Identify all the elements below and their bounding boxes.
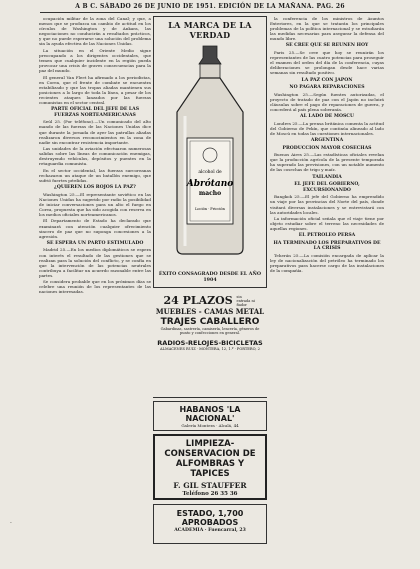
article-headline: EL JEFE DEL GOBIERNO, EXCURSIONANDO: [294, 182, 360, 193]
article-paragraph: Madrid 25.—En los medios diplomáticos se espera con interés el resultado de las gestiones que se realizan para la solución del conflicto, y se confía en que la intervención de las potencias neutrales contribuya a facilitar un acuerdo razonable entre las partes.: [39, 247, 151, 278]
cleaning-ad: [153, 434, 267, 500]
article-headline: ARGENTINA: [310, 137, 344, 143]
right-column: [270, 16, 384, 556]
cleaning-ad-name: F. GIL STAUFFER: [173, 481, 247, 490]
article-headline: HA TERMINADO LOS PREPARATIVOS DE LA CRISIS: [273, 240, 381, 252]
academy-ad-headline: ESTADO, 1,700 APROBADOS: [176, 509, 244, 527]
article-paragraph: Washington 25.—El representante soviético en las Naciones Unidas ha sugerido por radio la posibilidad de iniciar conversaciones para un alto el fuego en Corea, propuesta que ha sido acogida con reserva en los medios oficiales norteamericanos.: [39, 191, 151, 218]
habanos-ad: [153, 401, 267, 431]
article-headline: LA PAZ CON JAPON: [301, 77, 353, 83]
cleaning-ad-phone: Teléfono 26 35 36: [182, 491, 238, 497]
article-paragraph: Washington 25.—Según fuentes autorizadas, el proyecto de tratado de paz con el Japón no incluirá cláusulas sobre el pago de reparaciones de guerra, y concederá al país plena soberanía.: [270, 91, 384, 112]
bottle-label-sub: macho: [198, 190, 222, 197]
article-paragraph: Buenos Aires 25.—Las estadísticas oficiales revelan que la producción agrícola de la presente temporada ha superado las previsiones, con un notable aumento de las cosechas de trigo y maíz.: [270, 152, 384, 173]
furniture-ad-aside: sin entrada ni fiador: [236, 295, 255, 307]
article-paragraph: La situación en el Oriente Medio sigue preocupando a los dirigentes occidentales, que temen que cualquier incidente en la región pueda provocar una crisis de graves consecuencias para la paz del mundo.: [39, 47, 151, 74]
left-column: [39, 16, 151, 556]
perfume-bottle-illustration: [165, 42, 255, 262]
habanos-ad-sub: Galería Montera · Alcalá, 44: [181, 423, 239, 428]
perfume-ad-title: LA MARCA DE LA VERDAD: [168, 20, 252, 40]
bottle-label-top: alcohol de: [198, 170, 222, 175]
article-paragraph: Paris 25.—Se cree que hoy se reunirán los representantes de las cuatro potencias para proseguir el examen del orden del día de la conferencia, cuyas deliberaciones se prolongan desde hace varias semanas sin resultado positivo.: [270, 50, 384, 76]
furniture-ad-line3: RADIOS-RELOJES-BICICLETAS: [157, 338, 263, 347]
article-paragraph: la conferencia de los ministros de Asuntos Exteriores, en la que se tratarán los principales problemas de la política internacional y se estudiarán las medidas necesarias para asegurar la defensa del mundo libre.: [270, 16, 384, 42]
advert-column: [153, 16, 267, 556]
perfume-ad: [153, 16, 267, 288]
article-paragraph: Teherán 25.—La comisión encargada de aplicar la ley de nacionalización del petróleo ha terminado los preparativos para hacerse cargo de las instalaciones de la compañía.: [270, 253, 384, 274]
article-paragraph: Londres 25.—La prensa británica comenta la actitud del Gobierno de Pekín, que continúa alineado al lado de Moscú en todas las cuestiones internacionales.: [270, 120, 384, 136]
article-headline: EL PETROLEO PERSA: [298, 233, 356, 239]
bottle-label-bottom: Loción · Fricción: [195, 207, 225, 211]
furniture-ad-line2: TRAJES CABALLERO: [160, 317, 260, 327]
article-headline: NO PAGARA REPARACIONES: [289, 85, 365, 91]
article-paragraph: Seúl 25. (Por teléfono).—Un comunicado del alto mando de las fuerzas de las Naciones Unidas dice que durante la jornada de ayer las patrullas aliadas realizaron diversos reconocimientos en la zona de nadie sin encontrar resistencia importante.: [39, 119, 151, 145]
page-header: A B C. SÁBADO 26 DE JUNIO DE 1951. EDICIÓN DE LA MAÑANA. PAG. 26: [75, 3, 345, 10]
cleaning-ad-headline: LIMPIEZA-CONSERVACION DE ALFOMBRAS Y TAPICES: [164, 439, 256, 479]
article-paragraph: Se considera probable que en los próximos días se celebre una reunión de los representantes de las naciones interesadas.: [39, 279, 151, 295]
binding-hole-mark: ·: [10, 520, 12, 527]
article-headline: SE CREE QUE SE REUNEN HOY: [285, 43, 369, 49]
article-paragraph: El Departamento de Estado ha declarado que examinará con atención cualquier ofrecimiento sincero de paz que no suponga concesiones a la agresión.: [39, 218, 151, 239]
furniture-ad-headline: 24 PLAZOS: [163, 294, 233, 307]
bottle-label-brand: Abrótano: [186, 179, 234, 189]
article-paragraph: El general Van Fleet ha afirmado a los periodistas, en Corea, que el frente de combate se encuentra estabilizado y que las tropas aliadas mantienen sus posiciones a lo largo de toda la línea, a pesar de los recientes ataques lanzados por las fuerzas comunistas en el sector central.: [39, 74, 151, 106]
article-paragraph: ocupación militar de la zona del Canal; y que, a menos que se produzca un cambio de actitud en los círculos de Washington y de Ankara, las negociaciones no conducirán a resultados prácticos, y que no puede esperarse una solución del problema sin la ayuda efectiva de las Naciones Unidas.: [39, 16, 151, 47]
furniture-ad-small2: ALMACENES RUIZ · MONTERA, 12, 1.º · PORTERO, 2: [160, 346, 260, 351]
article-headline: AL LADO DE MOSCU: [300, 114, 354, 120]
habanos-ad-headline: HABANOS 'LA NACIONAL': [179, 405, 241, 423]
furniture-ad-line1: MUEBLES - CAMAS METAL: [155, 307, 265, 316]
header-rule: [40, 12, 380, 13]
article-headline: PRODUCCION MAYOR COSECHAS: [282, 145, 372, 151]
article-headline: TAILANDIA: [312, 174, 342, 180]
article-headline: PARTE OFICIAL DEL JEFE DE LAS FUERZAS NORTEAMERICANAS: [50, 107, 140, 118]
article-headline: SE ESPERA UN PARTO ESTIMULADO: [46, 240, 144, 246]
article-paragraph: En el sector occidental, las fuerzas surcoreanas rechazaron un ataque de un batallón enemigo, que sufrió fuertes pérdidas.: [39, 167, 151, 183]
academy-ad-sub: ACADEMIA · Fuencarral, 23: [174, 528, 246, 533]
article-paragraph: La información oficial señala que el viaje tiene por objeto estudiar sobre el terreno las necesidades de aquellas regiones.: [270, 215, 384, 232]
article-paragraph: Bangkok 25.—El jefe del Gobierno ha emprendido un viaje por las provincias del Norte del país, donde visitará diversas instalaciones y se entrevistará con las autoridades locales.: [270, 194, 384, 215]
perfume-ad-caption: ÉXITO CONSAGRADO DESDE EL AÑO 1904: [158, 271, 262, 283]
furniture-ad-small1: Gabardinas, sastrería, camisería, lencería, géneros de punto y confecciones en general.: [160, 327, 260, 336]
academy-ad: [153, 504, 267, 544]
article-paragraph: Las unidades de la aviación efectuaron numerosas salidas sobre las líneas de comunicación enemigas, destruyendo vehículos, depósitos y puentes en la retaguardia comunista.: [39, 146, 151, 167]
article-headline: ¿QUIEREN LOS ROJOS LA PAZ?: [54, 185, 136, 191]
furniture-ad: [153, 290, 267, 398]
